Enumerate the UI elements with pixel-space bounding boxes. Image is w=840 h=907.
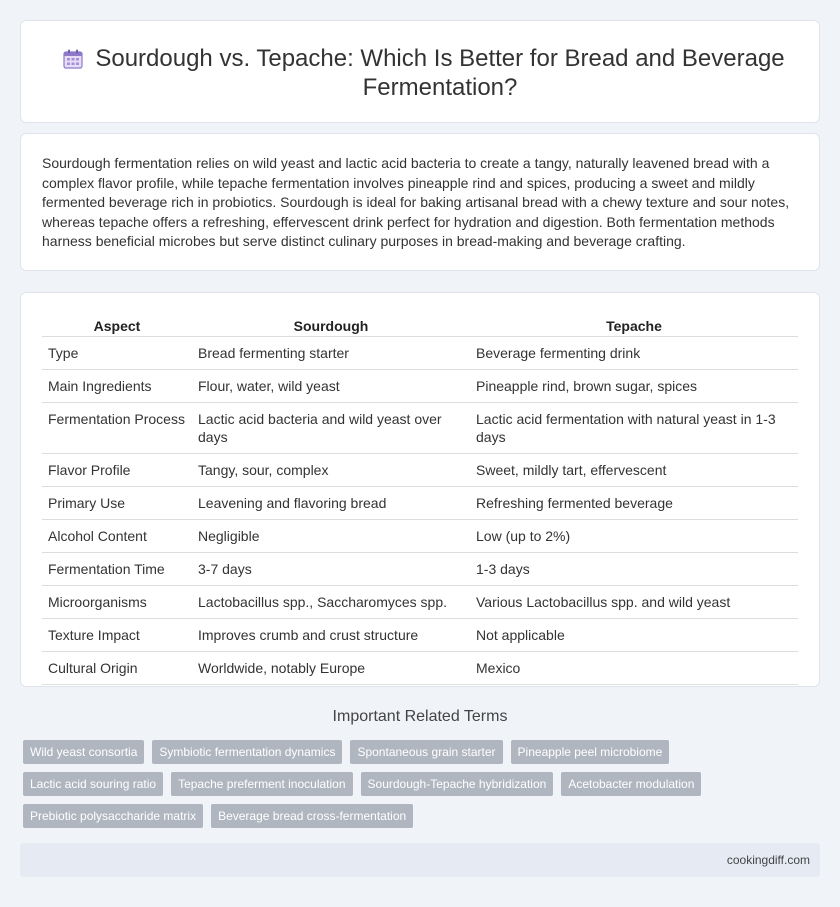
footer-site-link[interactable]: cookingdiff.com <box>726 853 810 867</box>
table-cell: Not applicable <box>470 619 798 652</box>
table-cell: Alcohol Content <box>42 520 192 553</box>
page-title: Sourdough vs. Tepache: Which Is Better for Bread and Beverage Fermentation? <box>95 45 785 101</box>
table-cell: Sweet, mildly tart, effervescent <box>470 454 798 487</box>
related-term-tag[interactable]: Spontaneous grain starter <box>350 740 502 764</box>
related-term-tag[interactable]: Tepache preferment inoculation <box>171 772 352 796</box>
table-row <box>42 553 798 586</box>
related-term-tag[interactable]: Symbiotic fermentation dynamics <box>152 740 342 764</box>
title-card <box>20 20 820 123</box>
table-cell: Main Ingredients <box>42 370 192 403</box>
comparison-card <box>20 292 820 687</box>
table-row <box>42 586 798 619</box>
table-row <box>42 370 798 403</box>
related-term-tag[interactable]: Lactic acid souring ratio <box>23 772 163 796</box>
table-cell: Improves crumb and crust structure <box>192 619 470 652</box>
table-cell: Fermentation Time <box>42 553 192 586</box>
related-terms-heading: Important Related Terms <box>332 708 508 725</box>
table-cell: Cultural Origin <box>42 652 192 685</box>
table-cell: Primary Use <box>42 487 192 520</box>
column-header-sourdough: Sourdough <box>192 315 470 337</box>
table-row <box>42 337 798 370</box>
table-row <box>42 454 798 487</box>
related-term-tag[interactable]: Prebiotic polysaccharide matrix <box>23 804 203 828</box>
related-term-tag[interactable]: Beverage bread cross-fermentation <box>211 804 413 828</box>
related-term-tag[interactable]: Acetobacter modulation <box>561 772 701 796</box>
related-term-tag[interactable]: Sourdough-Tepache hybridization <box>361 772 554 796</box>
table-cell: Fermentation Process <box>42 403 192 454</box>
table-cell: Flavor Profile <box>42 454 192 487</box>
table-row <box>42 652 798 685</box>
table-cell: Flour, water, wild yeast <box>192 370 470 403</box>
table-cell: Lactic acid fermentation with natural yeast in 1-3 days <box>470 403 798 454</box>
table-cell: Leavening and flavoring bread <box>192 487 470 520</box>
table-cell: Mexico <box>470 652 798 685</box>
table-header-row <box>42 315 798 337</box>
table-cell: Bread fermenting starter <box>192 337 470 370</box>
footer <box>20 843 820 877</box>
table-cell: Worldwide, notably Europe <box>192 652 470 685</box>
table-cell: Tangy, sour, complex <box>192 454 470 487</box>
table-cell: 3-7 days <box>192 553 470 586</box>
table-row <box>42 487 798 520</box>
table-cell: Pineapple rind, brown sugar, spices <box>470 370 798 403</box>
table-row <box>42 403 798 454</box>
table-cell: Type <box>42 337 192 370</box>
summary-card <box>20 133 820 271</box>
table-cell: Microorganisms <box>42 586 192 619</box>
column-header-aspect: Aspect <box>42 315 192 337</box>
table-row <box>42 520 798 553</box>
table-cell: Various Lactobacillus spp. and wild yeast <box>470 586 798 619</box>
table-cell: Texture Impact <box>42 619 192 652</box>
table-cell: Low (up to 2%) <box>470 520 798 553</box>
related-terms-list <box>23 740 723 828</box>
table-cell: Beverage fermenting drink <box>470 337 798 370</box>
column-header-tepache: Tepache <box>470 315 798 337</box>
table-row <box>42 619 798 652</box>
related-term-tag[interactable]: Pineapple peel microbiome <box>511 740 670 764</box>
related-term-tag[interactable]: Wild yeast consortia <box>23 740 144 764</box>
table-cell: Lactobacillus spp., Saccharomyces spp. <box>192 586 470 619</box>
table-cell: Negligible <box>192 520 470 553</box>
table-cell: 1-3 days <box>470 553 798 586</box>
table-cell: Refreshing fermented beverage <box>470 487 798 520</box>
table-cell: Lactic acid bacteria and wild yeast over days <box>192 403 470 454</box>
comparison-table <box>42 315 798 685</box>
summary-text: Sourdough fermentation relies on wild yeast and lactic acid bacteria to create a tangy, naturally leavened bread with a complex flavor profile, while tepache fermentation involves pineapple rind and spices, producing a sweet and mildly fermented beverage rich in probiotics. Sourdough is ideal for baking artisanal bread with a chewy texture and sour notes, whereas tepache offers a refreshing, effervescent drink perfect for hydration and digestion. Both fermentation methods harness beneficial microbes but serve distinct culinary purposes in bread-making and beverage crafting. <box>42 155 790 249</box>
